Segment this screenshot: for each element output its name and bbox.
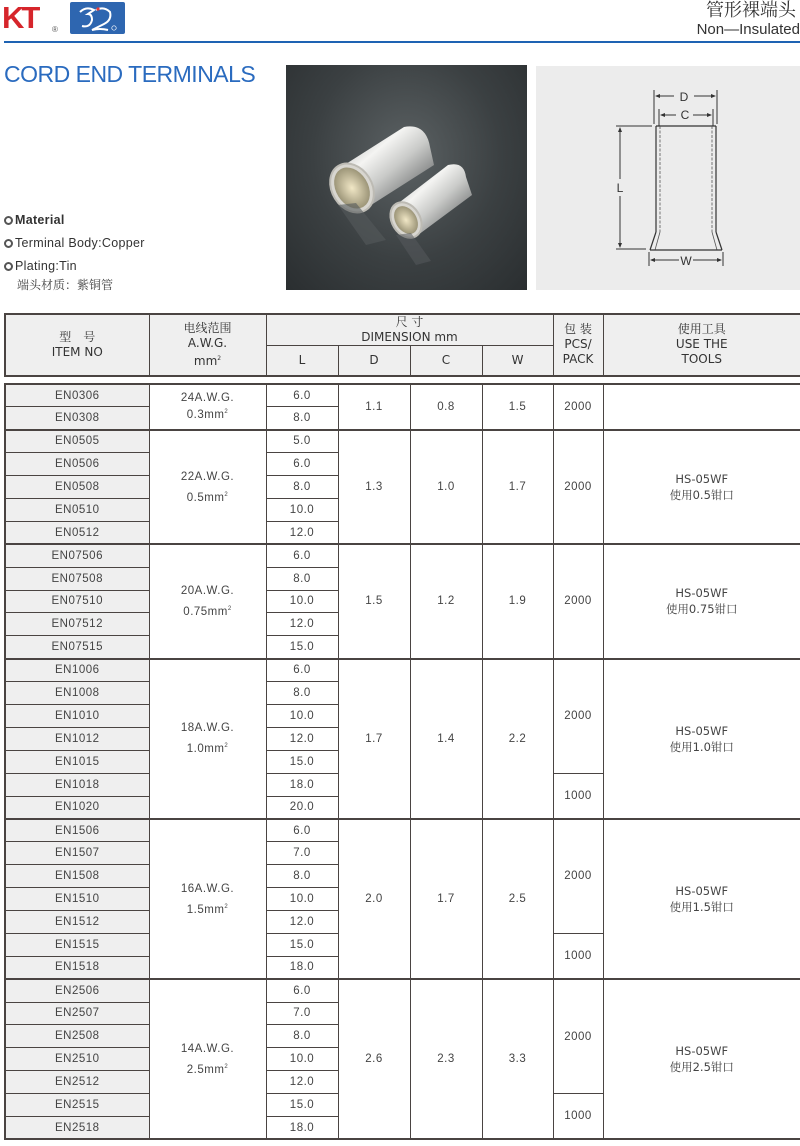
superscript-2: 2: [224, 743, 229, 750]
length-cell: 8.0: [266, 476, 338, 499]
material-plating: Plating:Tin: [4, 258, 77, 274]
dim-label-c: C: [680, 108, 690, 122]
length-cell: 6.0: [266, 659, 338, 682]
header-tools: 使用工具 USE THE TOOLS: [603, 314, 800, 376]
item-no-cell: EN07510: [5, 590, 149, 613]
length-cell: 8.0: [266, 567, 338, 590]
length-cell: 15.0: [266, 1094, 338, 1117]
d-cell: 1.7: [338, 659, 410, 819]
tool-cell: HS-05WF 使用1.5钳口: [603, 819, 800, 979]
awg-cell: 24A.W.G. $0.3mm^2$: [149, 384, 266, 430]
header-item-no: 型 号 ITEM NO: [5, 314, 149, 376]
length-cell: 15.0: [266, 636, 338, 659]
pack-cell: 1000: [553, 1094, 603, 1140]
tool-cell: [603, 384, 800, 430]
awg-cell: 20A.W.G. $0.75mm^2$: [149, 544, 266, 658]
item-no-cell: EN2515: [5, 1094, 149, 1117]
item-no-cell: EN07512: [5, 613, 149, 636]
w-cell: 3.3: [482, 979, 553, 1139]
length-cell: 12.0: [266, 613, 338, 636]
length-cell: 10.0: [266, 498, 338, 521]
length-cell: 6.0: [266, 979, 338, 1002]
item-no-cell: EN1018: [5, 773, 149, 796]
length-cell: 6.0: [266, 819, 338, 842]
pack-cell: 2000: [553, 819, 603, 933]
bullet-ring-icon: [4, 262, 13, 271]
length-cell: 7.0: [266, 842, 338, 865]
item-no-cell: EN2507: [5, 1002, 149, 1025]
superscript-2: 2: [227, 605, 232, 612]
w-cell: 2.5: [482, 819, 553, 979]
c-cell: 1.0: [410, 430, 482, 544]
length-cell: 5.0: [266, 430, 338, 453]
c-cell: 1.2: [410, 544, 482, 658]
registered-mark: ®: [52, 25, 58, 34]
header-divider: [4, 41, 800, 43]
tool-cell: HS-05WF 使用0.75钳口: [603, 544, 800, 658]
header-pack: 包 装 PCS/ PACK: [553, 314, 603, 376]
d-cell: 2.6: [338, 979, 410, 1139]
length-cell: 8.0: [266, 682, 338, 705]
header-c: C: [410, 346, 482, 376]
superscript-2: 2: [224, 491, 229, 498]
item-no-cell: EN1508: [5, 865, 149, 888]
item-no-cell: EN0510: [5, 498, 149, 521]
dim-label-d: D: [679, 90, 689, 104]
bullet-ring-icon: [4, 239, 13, 248]
length-cell: 18.0: [266, 1117, 338, 1140]
awg-cell: 16A.W.G. $1.5mm^2$: [149, 819, 266, 979]
item-no-cell: EN07506: [5, 544, 149, 567]
length-cell: 18.0: [266, 773, 338, 796]
w-cell: 1.5: [482, 384, 553, 430]
length-cell: 8.0: [266, 1025, 338, 1048]
item-no-cell: EN1010: [5, 704, 149, 727]
material-heading: Material: [4, 212, 65, 228]
length-cell: 10.0: [266, 888, 338, 911]
superscript-2: 2: [224, 1063, 229, 1070]
item-no-cell: EN2506: [5, 979, 149, 1002]
length-cell: 10.0: [266, 704, 338, 727]
length-cell: 10.0: [266, 1048, 338, 1071]
item-no-cell: EN0508: [5, 476, 149, 499]
c-cell: 0.8: [410, 384, 482, 430]
item-no-cell: EN1015: [5, 750, 149, 773]
table-row: [5, 544, 800, 567]
header-title-en: Non—Insulated: [696, 21, 800, 38]
spec-table-body: [4, 383, 800, 1140]
tool-cell: HS-05WF 使用2.5钳口: [603, 979, 800, 1139]
dimension-diagram: [536, 66, 800, 290]
awg-cell: 14A.W.G. $2.5mm^2$: [149, 979, 266, 1139]
item-no-cell: EN0308: [5, 407, 149, 430]
header-d: D: [338, 346, 410, 376]
length-cell: 12.0: [266, 521, 338, 544]
item-no-cell: EN1515: [5, 933, 149, 956]
length-cell: 6.0: [266, 453, 338, 476]
item-no-cell: EN2518: [5, 1117, 149, 1140]
awg-cell: 22A.W.G. $0.5mm^2$: [149, 430, 266, 544]
d-cell: 1.1: [338, 384, 410, 430]
pack-cell: 2000: [553, 659, 603, 773]
d-cell: 1.3: [338, 430, 410, 544]
length-cell: 12.0: [266, 1071, 338, 1094]
table-row: [5, 430, 800, 453]
bullet-ring-icon: [4, 216, 13, 225]
brand-emblem-icon: [70, 2, 125, 34]
awg-cell: 18A.W.G. $1.0mm^2$: [149, 659, 266, 819]
item-no-cell: EN1008: [5, 682, 149, 705]
length-cell: 20.0: [266, 796, 338, 819]
item-no-cell: EN0505: [5, 430, 149, 453]
length-cell: 15.0: [266, 933, 338, 956]
d-cell: 2.0: [338, 819, 410, 979]
pack-cell: 1000: [553, 773, 603, 819]
header-l: L: [266, 346, 338, 376]
pack-cell: 2000: [553, 979, 603, 1093]
item-no-cell: EN1506: [5, 819, 149, 842]
dim-label-w: W: [680, 254, 692, 268]
w-cell: 2.2: [482, 659, 553, 819]
c-cell: 1.7: [410, 819, 482, 979]
length-cell: 7.0: [266, 1002, 338, 1025]
table-row: [5, 384, 800, 407]
item-no-cell: EN0306: [5, 384, 149, 407]
w-cell: 1.9: [482, 544, 553, 658]
superscript-2: 2: [224, 903, 229, 910]
item-no-cell: EN1510: [5, 888, 149, 911]
length-cell: 12.0: [266, 910, 338, 933]
length-cell: 6.0: [266, 384, 338, 407]
header-w: W: [482, 346, 553, 376]
item-no-cell: EN07508: [5, 567, 149, 590]
item-no-cell: EN1012: [5, 727, 149, 750]
pack-cell: 2000: [553, 384, 603, 430]
superscript-2: 2: [224, 409, 229, 416]
header-dimension: 尺 寸 DIMENSION mm: [266, 314, 553, 346]
length-cell: 12.0: [266, 727, 338, 750]
tool-cell: HS-05WF 使用1.0钳口: [603, 659, 800, 819]
pack-cell: 2000: [553, 430, 603, 544]
item-no-cell: EN1512: [5, 910, 149, 933]
dim-label-l: L: [616, 181, 624, 195]
table-row: [5, 979, 800, 1002]
item-no-cell: EN1006: [5, 659, 149, 682]
spec-table-header: [4, 313, 800, 377]
length-cell: 18.0: [266, 956, 338, 979]
item-no-cell: EN2512: [5, 1071, 149, 1094]
item-no-cell: EN1020: [5, 796, 149, 819]
c-cell: 1.4: [410, 659, 482, 819]
item-no-cell: EN2508: [5, 1025, 149, 1048]
item-no-cell: EN1518: [5, 956, 149, 979]
item-no-cell: EN0506: [5, 453, 149, 476]
material-body: Terminal Body:Copper: [4, 235, 145, 251]
length-cell: 6.0: [266, 544, 338, 567]
table-row: [5, 659, 800, 682]
length-cell: 10.0: [266, 590, 338, 613]
header-awg: 电线范围 A.W.G. $mm^2$: [149, 314, 266, 376]
pack-cell: 2000: [553, 544, 603, 658]
pack-cell: 1000: [553, 933, 603, 979]
item-no-cell: EN0512: [5, 521, 149, 544]
brand-logo-kt: KT: [2, 0, 38, 35]
length-cell: 8.0: [266, 407, 338, 430]
item-no-cell: EN1507: [5, 842, 149, 865]
page-title: CORD END TERMINALS: [4, 61, 256, 87]
header-title-cn: 管形裸端头: [706, 0, 796, 21]
d-cell: 1.5: [338, 544, 410, 658]
tool-cell: HS-05WF 使用0.5钳口: [603, 430, 800, 544]
w-cell: 1.7: [482, 430, 553, 544]
table-row: [5, 819, 800, 842]
c-cell: 2.3: [410, 979, 482, 1139]
item-no-cell: EN2510: [5, 1048, 149, 1071]
item-no-cell: EN07515: [5, 636, 149, 659]
material-cn: 端头材质：紫铜管: [17, 278, 114, 292]
product-photo: [286, 65, 527, 290]
length-cell: 15.0: [266, 750, 338, 773]
length-cell: 8.0: [266, 865, 338, 888]
